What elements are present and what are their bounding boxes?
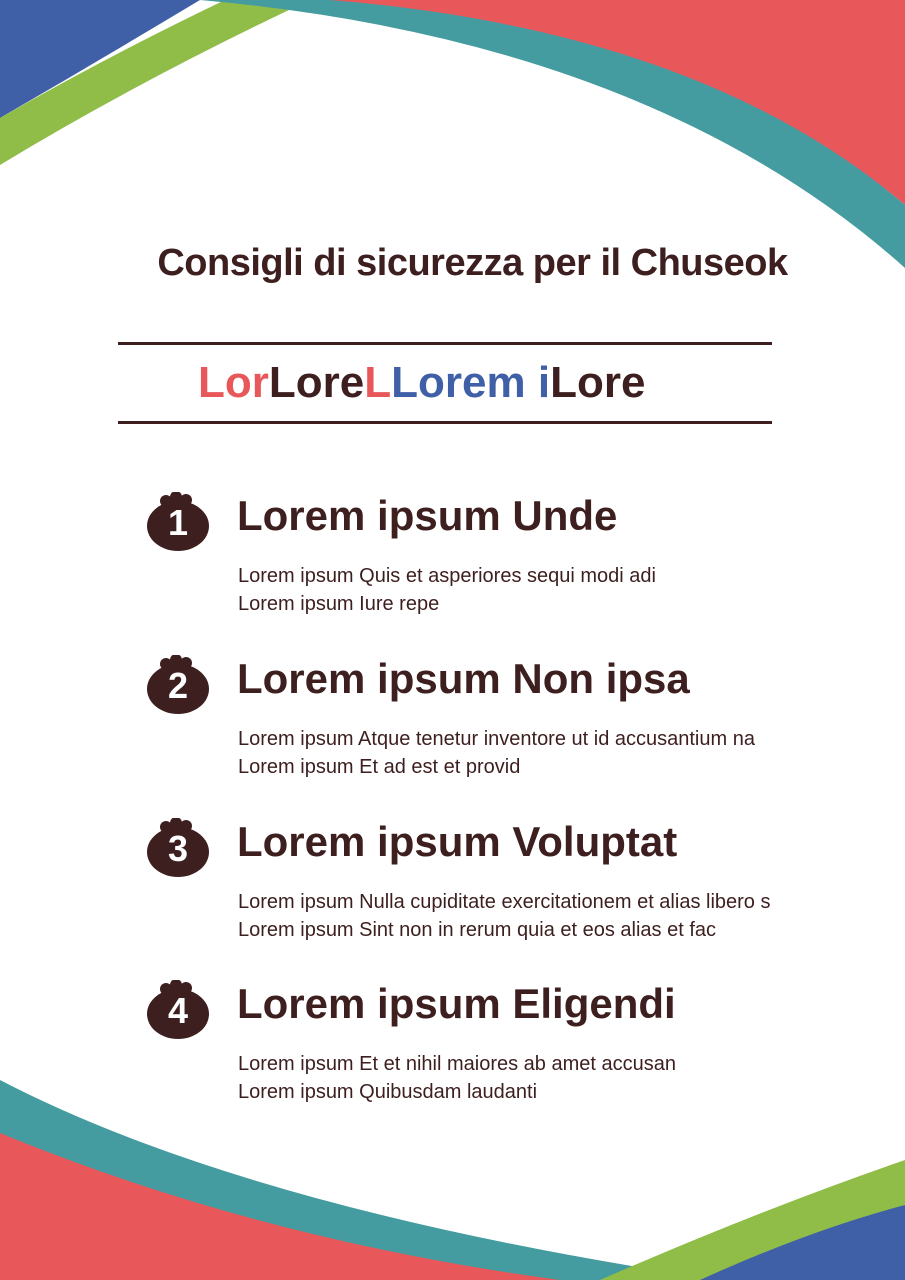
- subtitle-segment-2: Lore: [268, 358, 365, 407]
- number-badge-1: [146, 492, 214, 552]
- page-title: Consigli di sicurezza per il Chuseok: [157, 242, 788, 284]
- tip-line: Lorem ipsum Et ad est et provid: [238, 756, 521, 778]
- badge-number: 1: [167, 502, 189, 543]
- tip-line: Lorem ipsum Quibusdam laudanti: [238, 1081, 538, 1103]
- subtitle-segment-3: L: [364, 358, 392, 407]
- badge-number: 4: [167, 990, 189, 1031]
- badge-number: 2: [167, 665, 189, 706]
- tip-item-1: [0, 492, 905, 632]
- tip-line: Lorem ipsum Sint non in rerum quia et eos alias et fac: [238, 919, 717, 941]
- badge-number: 3: [167, 828, 189, 869]
- subtitle-segment-1: Lor: [198, 358, 269, 407]
- tip-description: [238, 725, 755, 781]
- tip-line: Lorem ipsum Quis et asperiores sequi modi adi: [238, 565, 656, 587]
- tip-line: Lorem ipsum Nulla cupiditate exercitationem et alias libero s: [238, 891, 771, 913]
- tip-line: Lorem ipsum Iure repe: [238, 593, 440, 615]
- tip-item-3: [0, 818, 905, 958]
- divider-top: [118, 342, 772, 345]
- number-badge-3: [146, 818, 214, 878]
- tip-title: Lorem ipsum Unde: [237, 492, 618, 539]
- tip-description: [238, 562, 656, 618]
- subtitle-segment-4: Lorem: [391, 358, 538, 407]
- subtitle-segment-5: i: [537, 358, 551, 407]
- tip-item-2: [0, 655, 905, 795]
- subtitle-segment-6: Lore: [550, 358, 646, 407]
- number-badge-2: [146, 655, 214, 715]
- tip-line: Lorem ipsum Atque tenetur inventore ut id accusantium na: [238, 728, 755, 750]
- tip-line: Lorem ipsum Et et nihil maiores ab amet accusan: [238, 1053, 676, 1075]
- tip-title: Lorem ipsum Eligendi: [237, 980, 676, 1027]
- tip-item-4: [0, 980, 905, 1120]
- tip-description: [238, 1050, 676, 1106]
- tip-title: Lorem ipsum Non ipsa: [237, 655, 690, 702]
- tip-description: [238, 888, 770, 944]
- subtitle: [198, 358, 645, 408]
- tip-title: Lorem ipsum Voluptat: [237, 818, 678, 865]
- number-badge-4: [146, 980, 214, 1040]
- divider-bottom: [118, 421, 772, 424]
